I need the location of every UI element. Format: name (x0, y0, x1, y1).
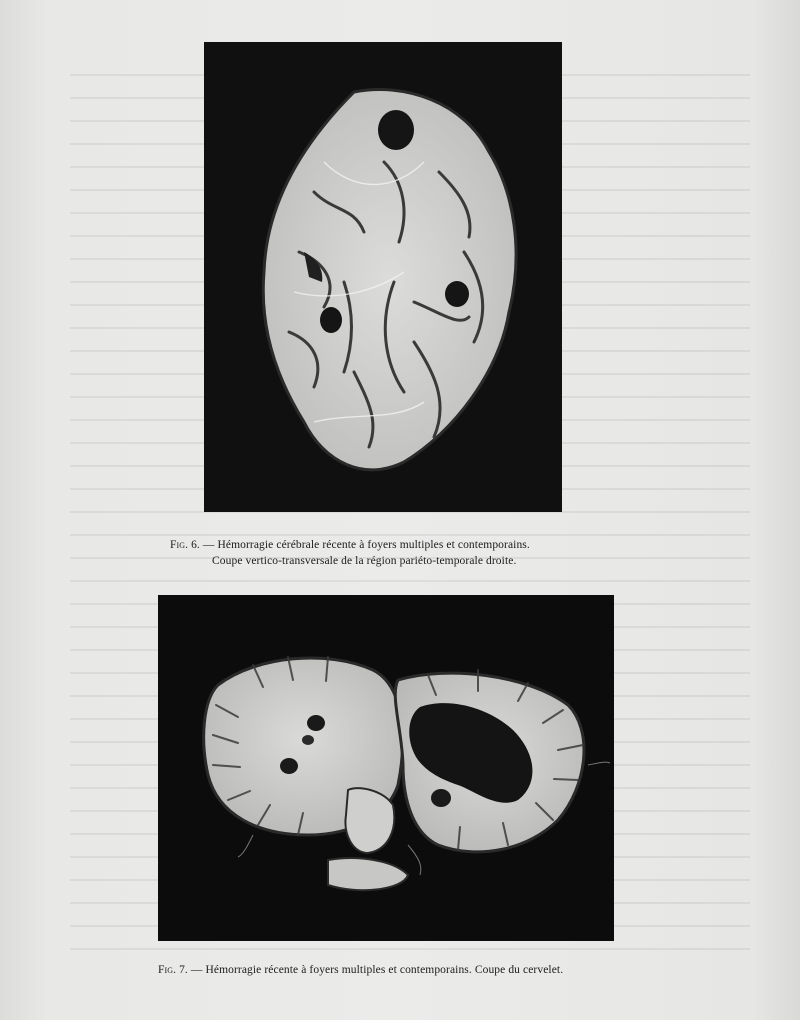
lesion-focus (378, 110, 414, 150)
figure-7-label: Fig. 7. (158, 964, 188, 976)
lesion-focus (445, 281, 469, 307)
figure-7-caption-text: — Hémorragie récente à foyers multiples et contemporains. Coupe du cervelet. (187, 964, 564, 976)
lesion-focus (302, 735, 314, 745)
figure-7-cerebellum-section-photo (158, 595, 614, 941)
figure-6-label: Fig. 6. (170, 539, 200, 551)
figure-6-caption-line-2: Coupe vertico-transversale de la région pariéto-temporale droite. (212, 555, 517, 567)
figure-6-caption-line-1 (170, 539, 530, 551)
figure-6-caption-text: — Hémorragie cérébrale récente à foyers multiples et contemporains. (199, 539, 530, 551)
lesion-focus (431, 789, 451, 807)
brain-section-illustration (204, 42, 562, 512)
lesion-focus (307, 715, 325, 731)
figure-7-caption (158, 964, 563, 976)
figure-6-brain-section-photo (204, 42, 562, 512)
cerebellum-section-illustration (158, 595, 614, 941)
lesion-focus (320, 307, 342, 333)
lesion-focus (280, 758, 298, 774)
